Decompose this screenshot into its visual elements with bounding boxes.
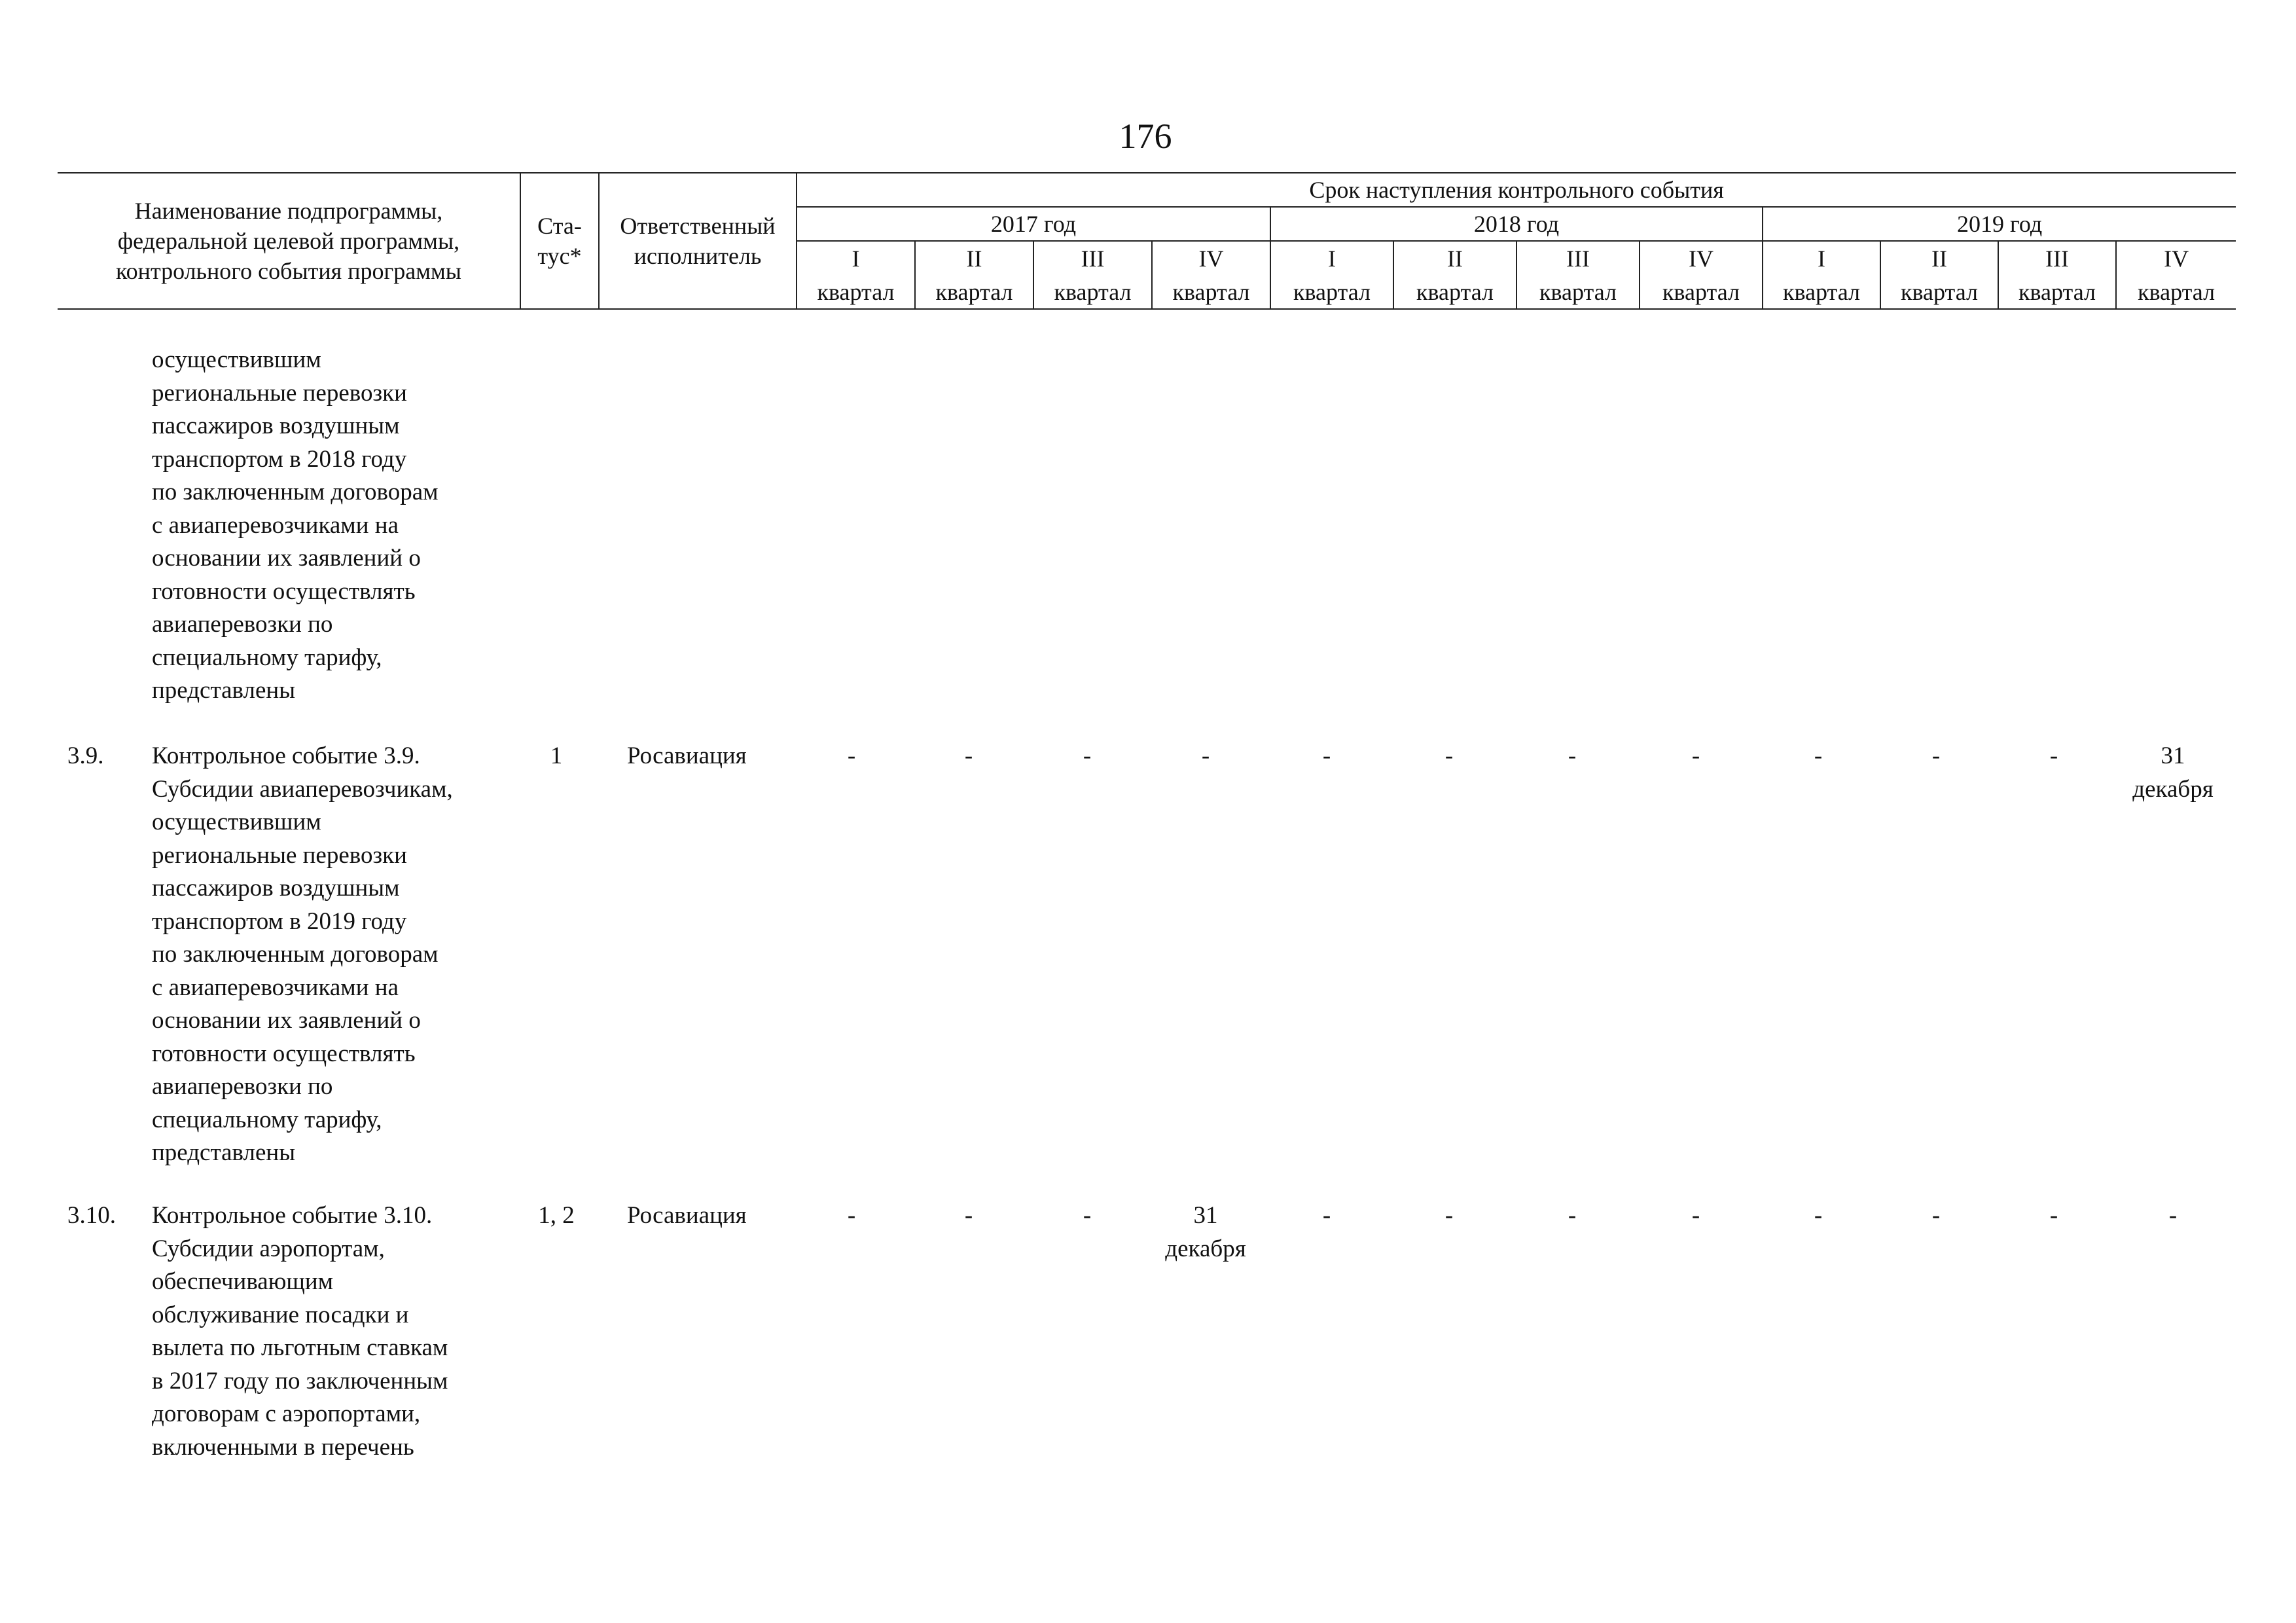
event-description-line: основании их заявлений о xyxy=(152,1007,421,1034)
header-quarter-number: III xyxy=(1516,241,1640,275)
deadline-cell xyxy=(2114,1199,2232,1233)
header-quarter-number: III xyxy=(1998,241,2116,275)
deadline-cell-line: - xyxy=(847,742,856,769)
deadline-cell xyxy=(1028,740,1146,773)
deadline-cell-line: - xyxy=(1568,1202,1577,1229)
continuation-line: готовности осуществлять xyxy=(152,577,416,605)
deadline-cell xyxy=(1268,740,1386,773)
deadline-cell xyxy=(1759,740,1877,773)
event-status: 1, 2 xyxy=(538,1202,575,1229)
header-quarter-number: IV xyxy=(2116,241,2236,275)
deadline-cell xyxy=(1637,1199,1755,1233)
header-year-2019: 2019 год xyxy=(1763,207,2236,241)
deadline-cell xyxy=(910,740,1028,773)
header-quarter-label: квартал xyxy=(2116,275,2236,309)
deadline-cell xyxy=(1995,740,2113,773)
header-deadline-title: Срок наступления контрольного события xyxy=(797,173,2236,207)
event-description-line: Субсидии аэропортам, xyxy=(152,1235,385,1262)
event-description-line: включенными в перечень xyxy=(152,1433,414,1461)
header-year-2018: 2018 год xyxy=(1270,207,1763,241)
deadline-cell xyxy=(1268,1199,1386,1233)
deadline-cell-line: декабря xyxy=(2132,775,2214,803)
event-description-line: по заключенным договорам xyxy=(152,941,439,968)
event-description-line: авиаперевозки по xyxy=(152,1073,333,1100)
header-quarter-number: II xyxy=(1880,241,1998,275)
deadline-cell-line: - xyxy=(1814,742,1823,769)
header-quarter-label: квартал xyxy=(1033,275,1152,309)
event-description-line: специальному тарифу, xyxy=(152,1106,382,1133)
page-number: 176 xyxy=(1119,117,1172,156)
continuation-line: пассажиров воздушным xyxy=(152,412,400,439)
header-quarter-number: IV xyxy=(1640,241,1763,275)
deadline-cell xyxy=(1028,1199,1146,1233)
deadline-cell xyxy=(1877,740,1995,773)
deadline-cell-line: декабря xyxy=(1165,1235,1246,1262)
deadline-cell-line: - xyxy=(1814,1202,1823,1229)
deadline-cell-line: - xyxy=(1568,742,1577,769)
event-description-line: региональные перевозки xyxy=(152,841,407,869)
continuation-line: региональные перевозки xyxy=(152,379,407,407)
header-year-2017: 2017 год xyxy=(797,207,1270,241)
header-quarter-label: квартал xyxy=(1152,275,1270,309)
deadline-cell-line: - xyxy=(1931,1202,1941,1229)
deadline-cell-line: - xyxy=(964,742,973,769)
deadline-cell xyxy=(793,1199,910,1233)
event-status: 1 xyxy=(550,742,563,769)
header-quarter-label: квартал xyxy=(1393,275,1516,309)
header-quarter-number: II xyxy=(1393,241,1516,275)
deadline-cell xyxy=(1513,740,1631,773)
event-description-line: транспортом в 2019 году xyxy=(152,907,407,935)
continuation-text xyxy=(152,344,439,708)
continuation-line: основании их заявлений о xyxy=(152,545,421,572)
header-quarter-label: квартал xyxy=(797,275,915,309)
deadline-cell-line: - xyxy=(1931,742,1941,769)
deadline-cell-line: - xyxy=(964,1202,973,1229)
deadline-cell-line: - xyxy=(1691,742,1700,769)
event-number: 3.9. xyxy=(67,742,104,769)
deadline-cell xyxy=(1513,1199,1631,1233)
header-quarter-label: квартал xyxy=(1640,275,1763,309)
event-responsible: Росавиация xyxy=(627,1202,747,1229)
continuation-line: по заключенным договорам xyxy=(152,479,439,505)
continuation-line: осуществившим xyxy=(152,346,321,373)
event-description xyxy=(152,740,453,1170)
event-description-line: вылета по льготным ставкам xyxy=(152,1334,448,1361)
deadline-cell-line: - xyxy=(1201,742,1210,769)
header-quarter-number: IV xyxy=(1152,241,1270,275)
deadline-cell xyxy=(910,1199,1028,1233)
header-quarter-number: I xyxy=(1270,241,1393,275)
deadline-cell-line: - xyxy=(1444,742,1454,769)
continuation-line: представлены xyxy=(152,677,296,704)
event-description-line: Субсидии авиаперевозчикам, xyxy=(152,775,453,803)
deadline-cell-line: - xyxy=(1691,1202,1700,1229)
event-description-line: обслуживание посадки и xyxy=(152,1301,409,1328)
deadline-cell-line: - xyxy=(2049,1202,2058,1229)
event-responsible: Росавиация xyxy=(627,742,747,769)
header-quarter-label: квартал xyxy=(1880,275,1998,309)
deadline-cell xyxy=(1147,1199,1265,1266)
header-quarter-label: квартал xyxy=(1270,275,1393,309)
continuation-line: с авиаперевозчиками на xyxy=(152,511,399,539)
deadline-cell-line: - xyxy=(847,1202,856,1229)
deadline-cell-line: - xyxy=(1444,1202,1454,1229)
event-description-line: представлены xyxy=(152,1139,296,1166)
continuation-line: специальному тарифу, xyxy=(152,644,382,671)
header-quarter-number: I xyxy=(1763,241,1880,275)
continuation-line: авиаперевозки по xyxy=(152,611,333,638)
deadline-cell-line: 31 xyxy=(1193,1202,1218,1229)
event-description-line: договорам с аэропортами, xyxy=(152,1400,421,1427)
continuation-line: транспортом в 2018 году xyxy=(152,445,407,473)
header-quarter-number: III xyxy=(1033,241,1152,275)
header-quarter-label: квартал xyxy=(1516,275,1640,309)
header-quarter-label: квартал xyxy=(1763,275,1880,309)
header-quarter-number: II xyxy=(915,241,1033,275)
event-description-line: осуществившим xyxy=(152,809,321,835)
table-header xyxy=(58,172,2231,310)
event-description-line: готовности осуществлять xyxy=(152,1040,416,1067)
deadline-cell-line: - xyxy=(1083,1202,1092,1229)
header-quarter-number: I xyxy=(797,241,915,275)
header-status-column: Ста- тус* xyxy=(520,173,599,309)
deadline-cell xyxy=(1877,1199,1995,1233)
deadline-cell-line: - xyxy=(1322,742,1331,769)
event-description xyxy=(152,1199,448,1464)
deadline-cell-line: 31 xyxy=(2161,742,2185,769)
deadline-cell xyxy=(2114,740,2232,806)
event-description-line: Контрольное событие 3.10. xyxy=(152,1202,433,1229)
deadline-cell-line: - xyxy=(2049,742,2058,769)
event-description-line: пассажиров воздушным xyxy=(152,875,400,902)
event-description-line: с авиаперевозчиками на xyxy=(152,974,399,1001)
deadline-cell-line: - xyxy=(1083,742,1092,769)
deadline-cell xyxy=(1390,740,1508,773)
event-description-line: в 2017 году по заключенным xyxy=(152,1367,448,1395)
deadline-cell xyxy=(1759,1199,1877,1233)
deadline-cell-line: - xyxy=(1322,1202,1331,1229)
event-description-line: Контрольное событие 3.9. xyxy=(152,742,420,769)
header-table xyxy=(58,172,2236,310)
deadline-cell xyxy=(1147,740,1265,773)
deadline-cell xyxy=(1390,1199,1508,1233)
deadline-cell xyxy=(1995,1199,2113,1233)
deadline-cell xyxy=(1637,740,1755,773)
header-responsible-column: Ответственный исполнитель xyxy=(599,173,797,309)
event-description-line: обеспечивающим xyxy=(152,1268,334,1295)
header-name-column: Наименование подпрограммы, федеральной целевой программы, контрольного события программы xyxy=(58,173,520,309)
header-quarter-label: квартал xyxy=(1998,275,2116,309)
deadline-cell xyxy=(793,740,910,773)
header-quarter-label: квартал xyxy=(915,275,1033,309)
event-number: 3.10. xyxy=(67,1202,116,1229)
deadline-cell-line: - xyxy=(2168,1202,2178,1229)
